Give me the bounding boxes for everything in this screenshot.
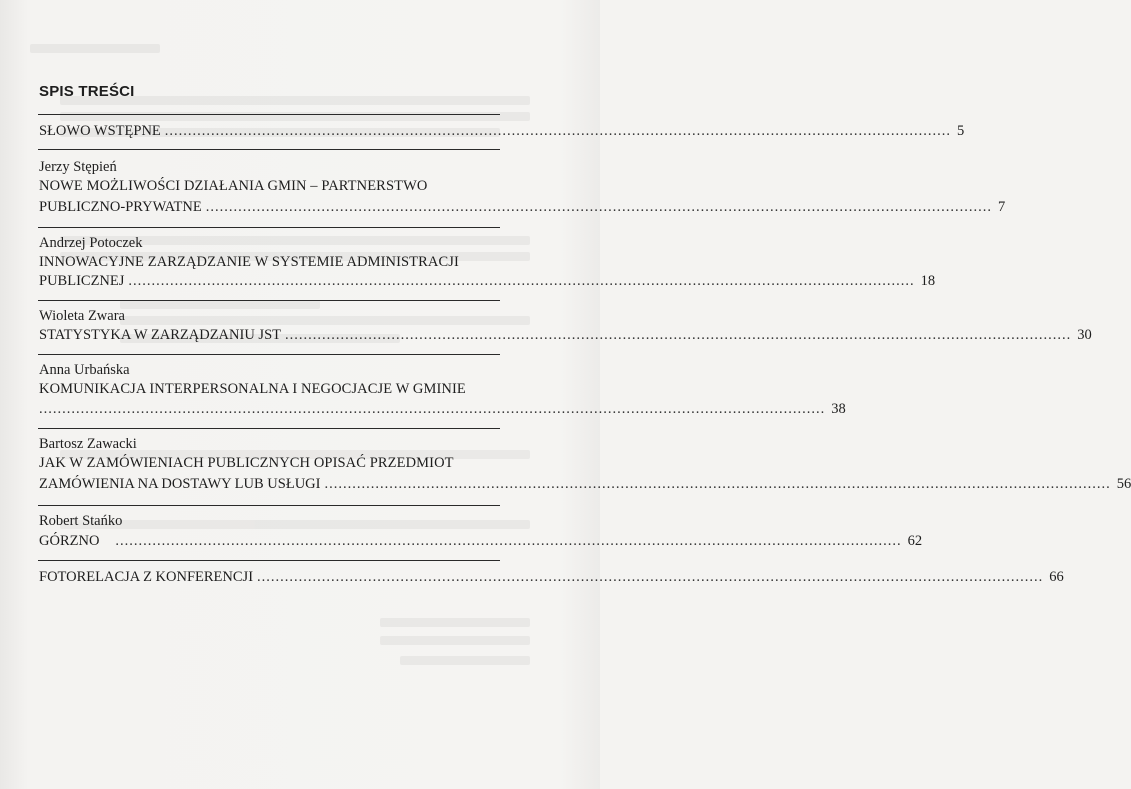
- toc-entry-title: GÓRZNO: [39, 533, 100, 549]
- section-rule: [38, 505, 500, 506]
- toc-heading: SPIS TREŚCI: [39, 83, 135, 100]
- toc-entry-title: FOTORELACJA Z KONFERENCJI: [39, 569, 254, 585]
- section-rule: [38, 560, 500, 561]
- section-rule: [38, 300, 500, 301]
- leader-dots: ..........................................................................................................................................................................: [205, 199, 992, 215]
- toc-entry-title: PUBLICZNO-PRYWATNE: [39, 199, 202, 215]
- toc-entry-page: 30: [1077, 327, 1092, 343]
- toc-entry[interactable]: [39, 327, 1092, 344]
- toc-entry-title[interactable]: NOWE MOŻLIWOŚCI DZIAŁANIA GMIN – PARTNERSTWO: [39, 178, 428, 194]
- toc-entry[interactable]: [39, 401, 846, 418]
- toc-entry-author: Bartosz Zawacki: [39, 436, 137, 452]
- toc-entry-title: ZAMÓWIENIA NA DOSTAWY LUB USŁUGI: [39, 476, 321, 492]
- toc-entry-title[interactable]: INNOWACYJNE ZARZĄDZANIE W SYSTEMIE ADMINISTRACJI: [39, 254, 459, 270]
- toc-entry-page: 5: [957, 123, 965, 139]
- toc-entry-author: Robert Stańko: [39, 513, 123, 529]
- section-rule: [38, 114, 500, 115]
- toc-entry-page: 38: [831, 401, 846, 417]
- toc-entry-author: Jerzy Stępień: [39, 159, 117, 175]
- toc-entry-title[interactable]: JAK W ZAMÓWIENIACH PUBLICZNYCH OPISAĆ PRZEDMIOT: [39, 455, 454, 471]
- section-rule: [38, 227, 500, 228]
- leader-dots: ..........................................................................................................................................................................: [115, 533, 902, 549]
- toc-entry-page: 18: [920, 273, 936, 289]
- toc-entry-author: Anna Urbańska: [39, 362, 130, 378]
- toc-entry-title: SŁOWO WSTĘPNE: [39, 123, 161, 139]
- toc-entry[interactable]: [39, 199, 1006, 216]
- section-rule: [38, 354, 500, 355]
- leader-dots: ..........................................................................................................................................................................: [39, 401, 826, 417]
- toc-entry-page: 56: [1116, 476, 1131, 492]
- toc-entry[interactable]: [39, 476, 1131, 493]
- toc-entry[interactable]: [39, 123, 965, 140]
- toc-entry-title[interactable]: KOMUNIKACJA INTERPERSONALNA I NEGOCJACJE W GMINIE: [39, 381, 466, 397]
- toc-entry-author: Andrzej Potoczek: [39, 235, 143, 251]
- leader-dots: ..........................................................................................................................................................................: [128, 273, 915, 289]
- section-rule: [38, 149, 500, 150]
- leader-dots: ..........................................................................................................................................................................: [257, 569, 1044, 585]
- leader-dots: ..........................................................................................................................................................................: [164, 123, 952, 139]
- toc-entry-title: PUBLICZNEJ: [39, 273, 125, 289]
- leader-dots: ..........................................................................................................................................................................: [285, 327, 1072, 343]
- section-rule: [38, 428, 500, 429]
- toc-entry-title: STATYSTYKA W ZARZĄDZANIU JST: [39, 327, 281, 343]
- toc-entry-author: Wioleta Zwara: [39, 308, 125, 324]
- leader-dots: ..........................................................................................................................................................................: [324, 476, 1111, 492]
- toc-entry[interactable]: [39, 533, 923, 550]
- toc-entry-page: 62: [907, 533, 923, 549]
- toc-entry-page: 7: [997, 199, 1006, 215]
- toc-entry[interactable]: [39, 569, 1064, 586]
- toc-entry[interactable]: [39, 273, 936, 290]
- toc-entry-page: 66: [1049, 569, 1064, 585]
